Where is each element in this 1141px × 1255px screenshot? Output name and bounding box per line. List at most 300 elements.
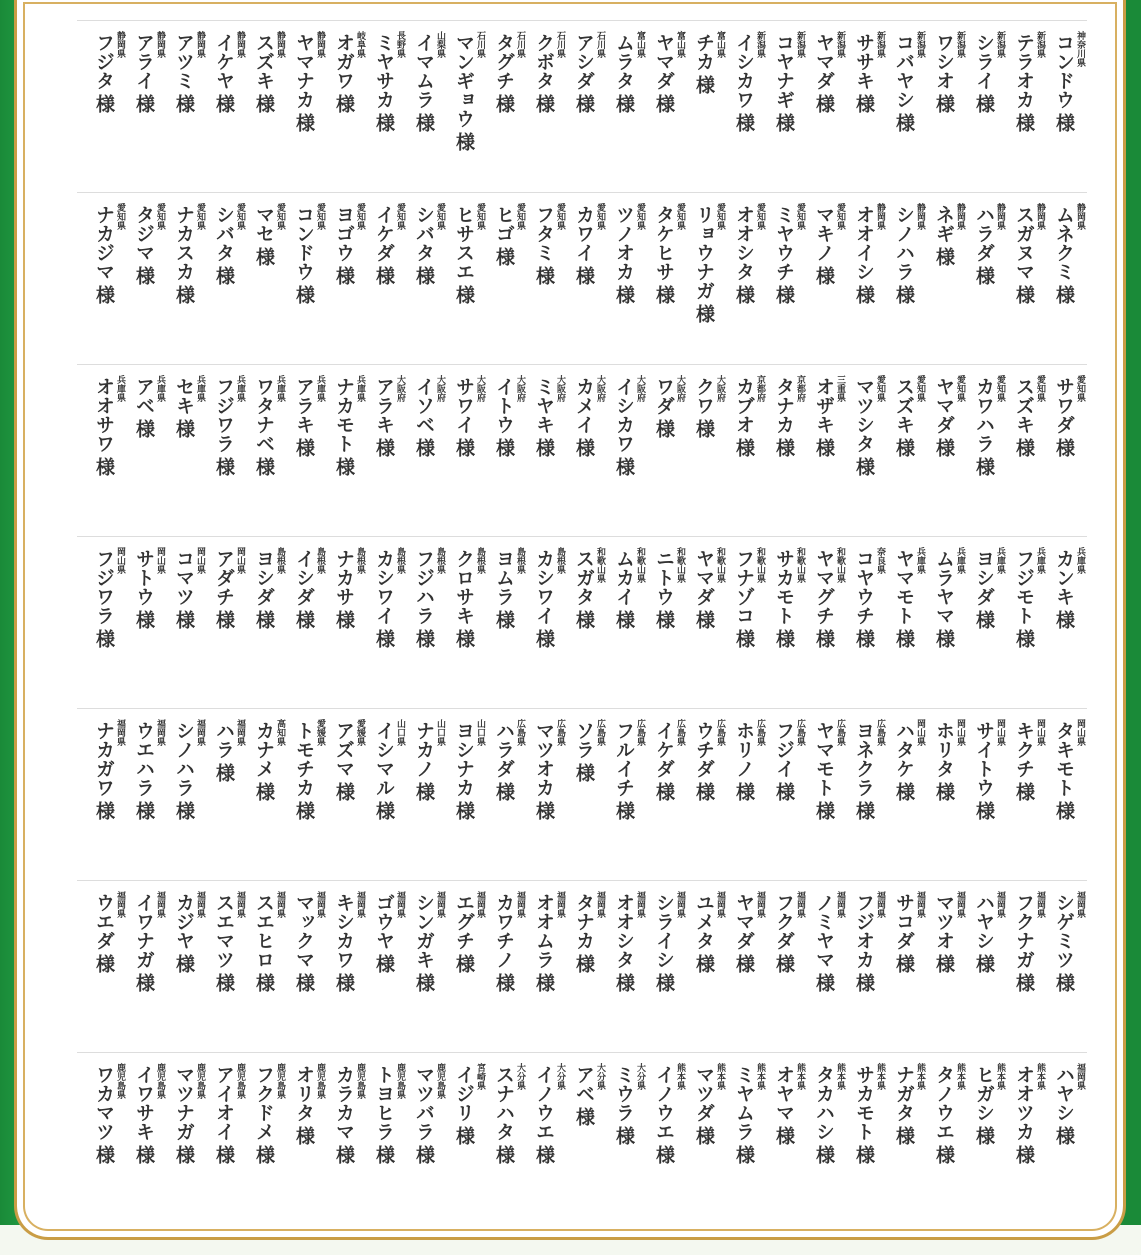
winner-entry: [367, 373, 407, 533]
winner-name-text: フナゾコ: [733, 549, 755, 625]
honorific-sama: 様: [733, 1145, 755, 1164]
honorific-sama: 様: [533, 973, 555, 992]
honorific-sama: 様: [573, 94, 595, 113]
honorific-sama: 様: [133, 419, 155, 438]
winner-name-text: コンドウ: [293, 205, 315, 281]
honorific-sama: 様: [333, 266, 355, 285]
winner-name: [973, 893, 995, 973]
honorific-sama: 様: [1013, 1145, 1035, 1164]
prefecture-label: 兵庫県: [275, 375, 285, 402]
winner-name-text: アシダ: [573, 33, 595, 90]
winner-name-text: ムネクミ: [1053, 205, 1075, 281]
prefecture-label: 鹿児島県: [395, 1063, 405, 1099]
prefecture-label: 福岡県: [1075, 891, 1085, 918]
honorific-sama: 様: [493, 247, 515, 266]
winner-name: [1013, 1065, 1035, 1164]
honorific-sama: 様: [453, 629, 475, 648]
honorific-sama: 様: [413, 438, 435, 457]
winner-entry: [967, 373, 1007, 533]
honorific-sama: 様: [453, 132, 475, 151]
winner-name-text: アラキ: [293, 377, 315, 434]
prefecture-label: 島根県: [515, 547, 525, 574]
winner-entry: [967, 29, 1007, 189]
honorific-sama: 様: [693, 75, 715, 94]
prefecture-label: 神奈川県: [1075, 31, 1085, 67]
winner-entry: [247, 717, 287, 877]
prefecture-label: 富山県: [635, 31, 645, 58]
winner-name: [613, 721, 635, 820]
winner-entry: [807, 29, 847, 189]
honorific-sama: 様: [853, 801, 875, 820]
winner-name: [973, 1065, 995, 1145]
prefecture-label: 京都府: [795, 375, 805, 402]
winner-entry: [167, 545, 207, 705]
winner-name: [573, 377, 595, 457]
winner-name: [653, 721, 675, 801]
honorific-sama: 様: [173, 1145, 195, 1164]
winner-entry: [927, 29, 967, 189]
winner-name-text: ノミヤマ: [813, 893, 835, 969]
winner-name: [253, 1065, 275, 1164]
winner-entry: [87, 1061, 127, 1221]
winner-entry: [807, 201, 847, 361]
honorific-sama: 様: [853, 94, 875, 113]
winner-entry: [767, 1061, 807, 1221]
honorific-sama: 様: [493, 782, 515, 801]
honorific-sama: 様: [373, 438, 395, 457]
honorific-sama: 様: [213, 610, 235, 629]
honorific-sama: 様: [293, 973, 315, 992]
honorific-sama: 様: [453, 285, 475, 304]
winner-name: [493, 1065, 515, 1164]
winner-entry: [287, 545, 327, 705]
winner-entry: [367, 545, 407, 705]
prefecture-label: 新潟県: [875, 31, 885, 58]
prefecture-label: 富山県: [715, 31, 725, 58]
winner-name-text: イワサキ: [133, 1065, 155, 1141]
honorific-sama: 様: [173, 285, 195, 304]
honorific-sama: 様: [573, 1107, 595, 1126]
prefecture-label: 福岡県: [115, 891, 125, 918]
winner-name-text: コヤナギ: [773, 33, 795, 109]
prefecture-label: 愛知県: [515, 203, 525, 230]
honorific-sama: 様: [733, 438, 755, 457]
prefecture-label: 福岡県: [1035, 891, 1045, 918]
winner-name-text: ハヤシ: [1053, 1065, 1075, 1122]
winner-name: [93, 377, 115, 476]
prefecture-label: 和歌山県: [755, 547, 765, 583]
winner-name-text: タキモト: [1053, 721, 1075, 797]
prefecture-label: 熊本県: [835, 1063, 845, 1090]
winner-name: [613, 377, 635, 476]
winner-name-text: ナカスカ: [173, 205, 195, 281]
prefecture-label: 静岡県: [955, 203, 965, 230]
winner-name-text: ヒゴ: [493, 205, 515, 243]
prefecture-label: 鹿児島県: [195, 1063, 205, 1099]
prefecture-label: 兵庫県: [915, 547, 925, 574]
honorific-sama: 様: [1053, 285, 1075, 304]
honorific-sama: 様: [333, 94, 355, 113]
winner-entry: [407, 545, 447, 705]
prefecture-label: 大阪府: [395, 375, 405, 402]
prefecture-label: 新潟県: [915, 31, 925, 58]
winner-entry: [527, 373, 567, 533]
honorific-sama: 様: [733, 954, 755, 973]
honorific-sama: 様: [693, 954, 715, 973]
winner-name-text: スエヒロ: [253, 893, 275, 969]
winner-name: [773, 721, 795, 801]
winner-name-text: アイオイ: [213, 1065, 235, 1141]
prefecture-label: 鹿児島県: [275, 1063, 285, 1099]
winner-name-text: ウチダ: [693, 721, 715, 778]
winner-entry: [527, 889, 567, 1049]
winner-name-text: カシワイ: [533, 549, 555, 625]
winner-name: [573, 205, 595, 285]
prefecture-label: 熊本県: [955, 1063, 965, 1090]
winner-name-text: オオシタ: [733, 205, 755, 281]
winner-name-text: ササキ: [853, 33, 875, 90]
prefecture-label: 福岡県: [475, 891, 485, 918]
prefecture-label: 島根県: [395, 547, 405, 574]
winner-name-text: ワカマツ: [93, 1065, 115, 1141]
winner-entry: [647, 717, 687, 877]
winner-name-text: マツダ: [693, 1065, 715, 1122]
winner-entry: [487, 201, 527, 361]
winner-name: [733, 377, 755, 457]
winner-name: [893, 1065, 915, 1145]
honorific-sama: 様: [1053, 1126, 1075, 1145]
honorific-sama: 様: [373, 629, 395, 648]
winner-entry: [487, 1061, 527, 1221]
prefecture-label: 島根県: [475, 547, 485, 574]
winner-name: [453, 33, 475, 151]
prefecture-label: 岡山県: [155, 547, 165, 574]
winner-name: [493, 721, 515, 801]
winner-name-text: リョウナガ: [693, 205, 715, 300]
winner-name-text: シンガキ: [413, 893, 435, 969]
winner-name: [493, 205, 515, 266]
winner-name-text: クワ: [693, 377, 715, 415]
prefecture-label: 静岡県: [235, 31, 245, 58]
winner-name: [1013, 721, 1035, 801]
winner-entry: [487, 545, 527, 705]
winner-name-text: フジワラ: [93, 549, 115, 625]
prefecture-label: 愛知県: [955, 375, 965, 402]
honorific-sama: 様: [93, 954, 115, 973]
prefecture-label: 愛知県: [395, 203, 405, 230]
honorific-sama: 様: [893, 629, 915, 648]
winner-name-text: サトウ: [133, 549, 155, 606]
winner-name-text: シライシ: [653, 893, 675, 969]
winner-name-text: コンドウ: [1053, 33, 1075, 109]
winner-name-text: ヨシダ: [973, 549, 995, 606]
honorific-sama: 様: [293, 285, 315, 304]
winner-entry: [127, 1061, 167, 1221]
winner-name-text: ヒガシ: [973, 1065, 995, 1122]
honorific-sama: 様: [1013, 629, 1035, 648]
prefecture-label: 大阪府: [595, 375, 605, 402]
winner-name: [813, 1065, 835, 1164]
winner-name-text: カワチノ: [493, 893, 515, 969]
winner-entry: [967, 545, 1007, 705]
winner-name-text: ヤマダ: [813, 33, 835, 90]
prefecture-label: 愛知県: [1035, 375, 1045, 402]
honorific-sama: 様: [813, 94, 835, 113]
winner-entry: [887, 29, 927, 189]
prefecture-label: 広島県: [635, 719, 645, 746]
winner-name: [493, 33, 515, 113]
winner-entry: [127, 717, 167, 877]
honorific-sama: 様: [1013, 285, 1035, 304]
honorific-sama: 様: [173, 419, 195, 438]
honorific-sama: 様: [933, 247, 955, 266]
winner-entry: [407, 201, 447, 361]
winner-name: [893, 377, 915, 457]
honorific-sama: 様: [1013, 438, 1035, 457]
prefecture-label: 山口県: [475, 719, 485, 746]
winner-name-text: ゴウヤ: [373, 893, 395, 950]
winner-entry: [127, 29, 167, 189]
winner-name: [853, 549, 875, 648]
winner-name-text: カブオ: [733, 377, 755, 434]
prefecture-label: 大阪府: [475, 375, 485, 402]
winner-name-text: サワダ: [1053, 377, 1075, 434]
winner-name-text: アダチ: [213, 549, 235, 606]
winner-name-text: イシダ: [293, 549, 315, 606]
prefecture-label: 愛知県: [675, 203, 685, 230]
winner-entry: [1007, 889, 1047, 1049]
winner-entry: [447, 717, 487, 877]
prefecture-label: 富山県: [675, 31, 685, 58]
prefecture-label: 熊本県: [675, 1063, 685, 1090]
prefecture-label: 愛媛県: [315, 719, 325, 746]
winner-name-text: サカモト: [853, 1065, 875, 1141]
prefecture-label: 福岡県: [715, 891, 725, 918]
winner-name-text: シノハラ: [893, 205, 915, 281]
prefecture-label: 島根県: [435, 547, 445, 574]
honorific-sama: 様: [973, 610, 995, 629]
winner-entry: [1047, 29, 1087, 189]
winner-name: [733, 205, 755, 304]
prefecture-label: 大阪府: [515, 375, 525, 402]
winner-name-text: ナカジマ: [93, 205, 115, 281]
winner-entry: [1007, 545, 1047, 705]
prefecture-label: 島根県: [355, 547, 365, 574]
prefecture-label: 岡山県: [955, 719, 965, 746]
prefecture-label: 和歌山県: [675, 547, 685, 583]
prefecture-label: 大阪府: [715, 375, 725, 402]
winner-name-text: マンギョウ: [453, 33, 475, 128]
winner-name: [573, 1065, 595, 1126]
honorific-sama: 様: [733, 629, 755, 648]
winner-name-text: クロサキ: [453, 549, 475, 625]
prefecture-label: 大阪府: [435, 375, 445, 402]
winner-name-text: フジオカ: [853, 893, 875, 969]
winner-name-text: アベ: [573, 1065, 595, 1103]
winner-name-text: サイトウ: [973, 721, 995, 797]
prefecture-label: 広島県: [555, 719, 565, 746]
winner-name: [733, 721, 755, 801]
honorific-sama: 様: [853, 285, 875, 304]
honorific-sama: 様: [373, 801, 395, 820]
prefecture-label: 福岡県: [275, 891, 285, 918]
winner-name-text: マキノ: [813, 205, 835, 262]
prefecture-label: 石川県: [515, 31, 525, 58]
honorific-sama: 様: [813, 629, 835, 648]
winner-name: [253, 893, 275, 992]
winner-name-text: ワタナベ: [253, 377, 275, 453]
winner-name: [1053, 377, 1075, 457]
honorific-sama: 様: [133, 801, 155, 820]
winner-name-text: ヤマモト: [893, 549, 915, 625]
winner-entry: [87, 201, 127, 361]
honorific-sama: 様: [613, 973, 635, 992]
winner-name-text: イマムラ: [413, 33, 435, 109]
winner-name: [693, 721, 715, 801]
winner-name-text: チカ: [693, 33, 715, 71]
prefecture-label: 愛知県: [435, 203, 445, 230]
prefecture-label: 鹿児島県: [115, 1063, 125, 1099]
winner-name: [373, 33, 395, 132]
prefecture-label: 新潟県: [835, 31, 845, 58]
winner-entry: [687, 545, 727, 705]
winner-entry: [847, 29, 887, 189]
winner-entry: [407, 29, 447, 189]
prefecture-label: 和歌山県: [595, 547, 605, 583]
winner-name-text: オオムラ: [533, 893, 555, 969]
winner-name-text: オリタ: [293, 1065, 315, 1122]
honorific-sama: 様: [973, 954, 995, 973]
winner-entry: [1047, 545, 1087, 705]
winner-name: [1013, 377, 1035, 457]
winner-entry: [87, 717, 127, 877]
winner-name: [973, 205, 995, 285]
winner-name-text: キシカワ: [333, 893, 355, 969]
winner-name: [693, 1065, 715, 1145]
prefecture-label: 岡山県: [915, 719, 925, 746]
honorific-sama: 様: [613, 285, 635, 304]
winner-name-text: マックマ: [293, 893, 315, 969]
winner-entry: [887, 889, 927, 1049]
winner-name-text: オオイシ: [853, 205, 875, 281]
winner-name-text: ユメタ: [693, 893, 715, 950]
honorific-sama: 様: [573, 763, 595, 782]
winner-name-text: スズキ: [1013, 377, 1035, 434]
honorific-sama: 様: [653, 610, 675, 629]
prefecture-label: 山口県: [435, 719, 445, 746]
honorific-sama: 様: [493, 94, 515, 113]
prefecture-label: 兵庫県: [955, 547, 965, 574]
honorific-sama: 様: [1013, 973, 1035, 992]
winner-entry: [87, 373, 127, 533]
winner-name: [293, 205, 315, 304]
winner-entry: [1007, 1061, 1047, 1221]
winner-entry: [287, 717, 327, 877]
winner-entry: [927, 1061, 967, 1221]
winner-name: [413, 377, 435, 457]
honorific-sama: 様: [213, 763, 235, 782]
honorific-sama: 様: [573, 954, 595, 973]
winner-name: [973, 33, 995, 113]
winner-entry: [527, 201, 567, 361]
prefecture-label: 新潟県: [755, 31, 765, 58]
winner-name: [613, 205, 635, 304]
winner-name-text: ウエダ: [93, 893, 115, 950]
winner-entry: [487, 717, 527, 877]
winner-entry: [167, 373, 207, 533]
winner-entry: [967, 717, 1007, 877]
prefecture-label: 石川県: [475, 31, 485, 58]
winner-name-text: ヤマダ: [733, 893, 755, 950]
prefecture-label: 福岡県: [155, 719, 165, 746]
winner-name: [1013, 205, 1035, 304]
winner-name: [693, 33, 715, 94]
winner-entry: [527, 29, 567, 189]
honorific-sama: 様: [453, 801, 475, 820]
winner-name: [213, 1065, 235, 1164]
winner-name: [773, 549, 795, 648]
prefecture-label: 三重県: [835, 375, 845, 402]
prefecture-label: 愛知県: [1075, 375, 1085, 402]
honorific-sama: 様: [293, 113, 315, 132]
honorific-sama: 様: [773, 285, 795, 304]
winner-name: [693, 893, 715, 973]
winner-entry: [127, 889, 167, 1049]
prefecture-label: 山梨県: [435, 31, 445, 58]
prefecture-label: 岡山県: [195, 547, 205, 574]
prefecture-label: 岡山県: [1075, 719, 1085, 746]
prefecture-label: 岡山県: [115, 547, 125, 574]
winner-name-text: イトウ: [493, 377, 515, 434]
winner-name: [813, 377, 835, 457]
winner-name: [333, 1065, 355, 1164]
winner-name: [173, 33, 195, 113]
winner-name: [373, 1065, 395, 1164]
winner-name: [333, 893, 355, 992]
honorific-sama: 様: [333, 610, 355, 629]
winner-name-text: アズマ: [333, 721, 355, 778]
winner-entry: [887, 1061, 927, 1221]
winner-entry: [487, 29, 527, 189]
winner-name: [93, 1065, 115, 1164]
honorific-sama: 様: [933, 629, 955, 648]
winner-entry: [407, 717, 447, 877]
winner-name: [933, 549, 955, 648]
prefecture-label: 鹿児島県: [155, 1063, 165, 1099]
winner-entry: [447, 889, 487, 1049]
winner-name: [413, 33, 435, 132]
honorific-sama: 様: [653, 285, 675, 304]
winner-entry: [207, 545, 247, 705]
honorific-sama: 様: [573, 438, 595, 457]
winner-name: [453, 893, 475, 973]
winner-name-text: オヤマ: [773, 1065, 795, 1122]
winner-name-text: アベ: [133, 377, 155, 415]
winner-name-text: スガヌマ: [1013, 205, 1035, 281]
honorific-sama: 様: [653, 419, 675, 438]
winner-name-text: イノウエ: [533, 1065, 555, 1141]
honorific-sama: 様: [653, 1145, 675, 1164]
winner-entry: [487, 889, 527, 1049]
honorific-sama: 様: [733, 285, 755, 304]
winner-entry: [567, 545, 607, 705]
prefecture-label: 愛知県: [995, 375, 1005, 402]
winner-name-text: ムラヤマ: [933, 549, 955, 625]
prefecture-label: 大阪府: [675, 375, 685, 402]
prefecture-label: 静岡県: [315, 31, 325, 58]
honorific-sama: 様: [93, 801, 115, 820]
winner-entry: [367, 201, 407, 361]
